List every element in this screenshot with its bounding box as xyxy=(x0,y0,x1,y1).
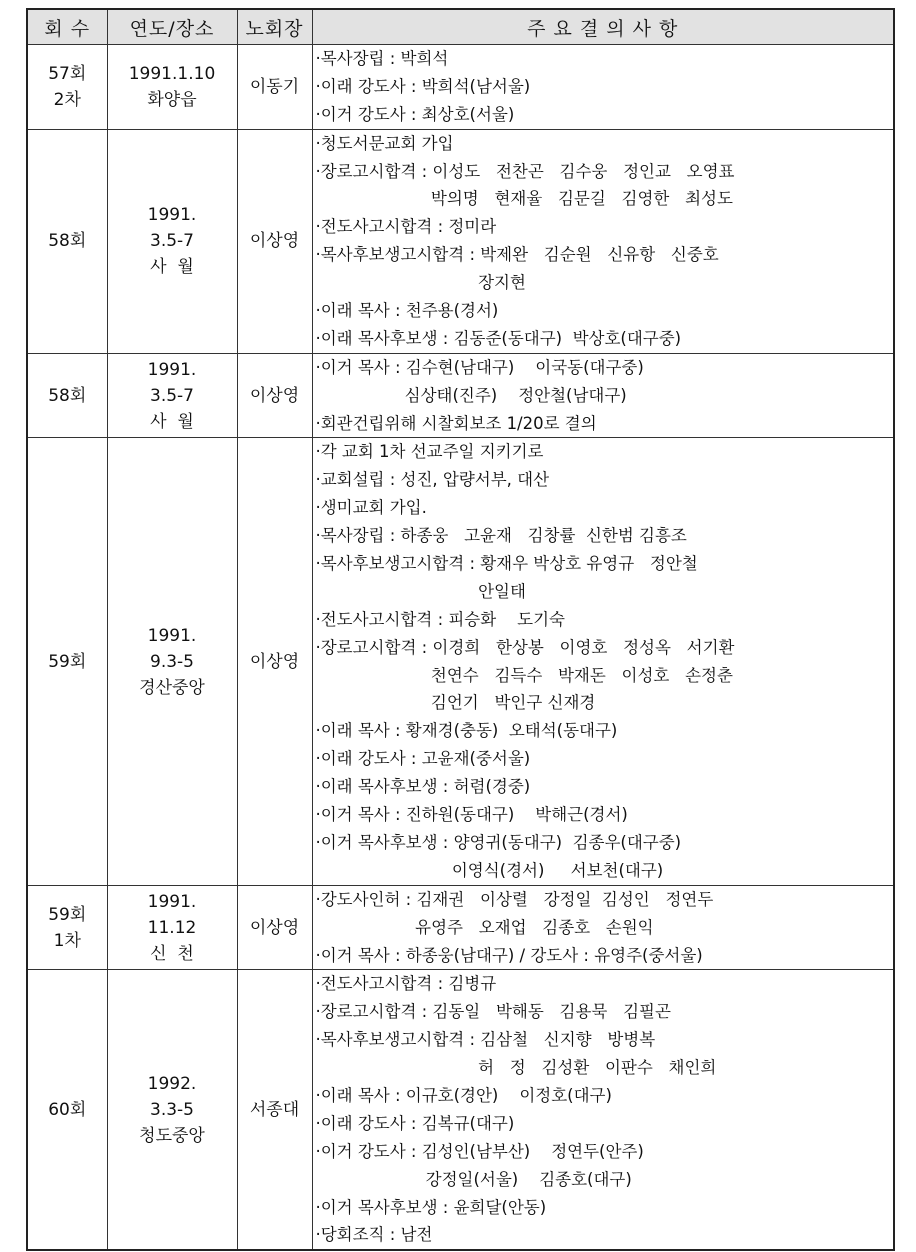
header-date-place: 연도/장소 xyxy=(107,9,237,45)
table-header-row xyxy=(27,9,894,45)
resolution-item: ·이래 목사후보생 : 김동준(동대구) 박상호(대구중) xyxy=(315,328,682,348)
resolutions-cell xyxy=(312,970,894,1250)
resolutions-cell xyxy=(312,129,894,353)
resolution-item: ·회관건립위해 시찰회보조 1/20로 결의 xyxy=(315,413,597,433)
date-place-cell: 1991. 3.5-7 사 월 xyxy=(107,129,237,353)
resolution-item: ·이래 목사후보생 : 허렴(경중) xyxy=(315,777,531,797)
moderator-cell: 이상영 xyxy=(237,129,312,353)
resolution-item: 심상태(진주) 정안철(남대구) xyxy=(315,385,627,405)
resolution-item: ·이거 목사후보생 : 윤희달(안동) xyxy=(315,1197,547,1217)
moderator-cell: 이상영 xyxy=(237,885,312,970)
session-cell: 59회 xyxy=(27,438,107,885)
resolution-item: ·목사후보생고시합격 : 박제완 김순원 신유항 신중호 xyxy=(315,245,719,265)
resolution-item: ·장로고시합격 : 이경희 한상봉 이영호 정성옥 서기환 xyxy=(315,637,735,657)
resolution-item: ·목사장립 : 박희석 xyxy=(315,49,449,68)
resolution-item: 이영식(경서) 서보천(대구) xyxy=(315,860,664,880)
header-resolutions: 주 요 결 의 사 항 xyxy=(312,9,894,45)
resolution-item: ·강도사인허 : 김재권 이상렬 강정일 김성인 정연두 xyxy=(315,889,714,909)
resolution-item: 천연수 김득수 박재돈 이성호 손정춘 xyxy=(315,665,733,685)
table-row xyxy=(27,129,894,353)
resolution-item: ·각 교회 1차 선교주일 지키기로 xyxy=(315,442,544,462)
resolutions-cell xyxy=(312,353,894,438)
date-place-cell: 1991. 9.3-5 경산중앙 xyxy=(107,438,237,885)
table-row xyxy=(27,438,894,885)
resolution-item: 박의명 현재율 김문길 김영한 최성도 xyxy=(315,189,733,209)
session-cell: 60회 xyxy=(27,970,107,1250)
resolution-item: ·목사장립 : 하종웅 고윤재 김창률 신한범 김흥조 xyxy=(315,526,687,546)
date-place-cell: 1992. 3.3-5 청도중앙 xyxy=(107,970,237,1250)
resolution-item: 허 정 김성환 이판수 채인희 xyxy=(315,1058,717,1078)
resolutions-table xyxy=(26,8,895,1251)
resolution-item: 안일태 xyxy=(315,581,526,601)
moderator-cell: 이동기 xyxy=(237,45,312,130)
header-session: 회 수 xyxy=(27,9,107,45)
resolution-item: ·전도사고시합격 : 피승화 도기숙 xyxy=(315,609,565,629)
resolution-item: ·청도서문교회 가입 xyxy=(315,133,454,153)
resolutions-cell xyxy=(312,438,894,885)
resolution-item: 장지현 xyxy=(315,273,526,293)
moderator-cell: 이상영 xyxy=(237,438,312,885)
session-cell: 57회 2차 xyxy=(27,45,107,130)
resolution-item: ·이래 강도사 : 고윤재(중서울) xyxy=(315,749,531,769)
table-row xyxy=(27,45,894,130)
resolution-item: ·목사후보생고시합격 : 황재우 박상호 유영규 정안철 xyxy=(315,554,698,574)
table-row xyxy=(27,970,894,1250)
resolution-item: ·장로고시합격 : 김동일 박해동 김용묵 김필곤 xyxy=(315,1002,671,1022)
resolution-item: ·전도사고시합격 : 김병규 xyxy=(315,974,497,994)
resolution-item: ·이거 목사후보생 : 양영귀(동대구) 김종우(대구중) xyxy=(315,832,682,852)
table-body xyxy=(27,45,894,1251)
resolution-item: ·당회조직 : 남전 xyxy=(315,1225,433,1245)
resolution-item: ·이거 강도사 : 김성인(남부산) 정연두(안주) xyxy=(315,1141,644,1161)
date-place-cell: 1991. 11.12 신 천 xyxy=(107,885,237,970)
resolution-item: ·이래 목사 : 이규호(경안) 이정호(대구) xyxy=(315,1085,612,1105)
resolution-item: ·이래 강도사 : 김복규(대구) xyxy=(315,1113,515,1133)
resolution-item: 김언기 박인구 신재경 xyxy=(315,693,596,713)
resolution-item: ·전도사고시합격 : 정미라 xyxy=(315,217,497,237)
session-cell: 58회 xyxy=(27,353,107,438)
table-row xyxy=(27,353,894,438)
resolutions-cell xyxy=(312,885,894,970)
resolution-item: ·생미교회 가입. xyxy=(315,498,427,518)
resolution-item: ·이래 목사 : 천주용(경서) xyxy=(315,301,499,321)
resolution-item: ·이거 목사 : 김수현(남대구) 이국동(대구중) xyxy=(315,357,644,377)
resolutions-cell xyxy=(312,45,894,130)
date-place-cell: 1991.1.10 화양읍 xyxy=(107,45,237,130)
resolution-item: ·교회설립 : 성진, 압량서부, 대산 xyxy=(315,470,550,490)
resolution-item: ·이래 강도사 : 박희석(남서울) xyxy=(315,76,531,96)
moderator-cell: 서종대 xyxy=(237,970,312,1250)
session-cell: 59회 1차 xyxy=(27,885,107,970)
resolution-item: ·이거 목사 : 진하원(동대구) 박해근(경서) xyxy=(315,805,628,825)
moderator-cell: 이상영 xyxy=(237,353,312,438)
resolution-item: ·목사후보생고시합격 : 김삼철 신지향 방병복 xyxy=(315,1030,656,1050)
resolution-item: 강정일(서울) 김종호(대구) xyxy=(315,1169,632,1189)
date-place-cell: 1991. 3.5-7 사 월 xyxy=(107,353,237,438)
resolution-item: ·장로고시합격 : 이성도 전찬곤 김수웅 정인교 오영표 xyxy=(315,161,735,181)
resolution-item: ·이거 목사 : 하종웅(남대구) / 강도사 : 유영주(중서울) xyxy=(315,945,703,965)
resolution-item: ·이래 목사 : 황재경(충동) 오태석(동대구) xyxy=(315,721,618,741)
session-cell: 58회 xyxy=(27,129,107,353)
table-row xyxy=(27,885,894,970)
resolution-item: 유영주 오재업 김종호 손원익 xyxy=(315,917,654,937)
header-moderator: 노회장 xyxy=(237,9,312,45)
resolution-item: ·이거 강도사 : 최상호(서울) xyxy=(315,104,515,124)
